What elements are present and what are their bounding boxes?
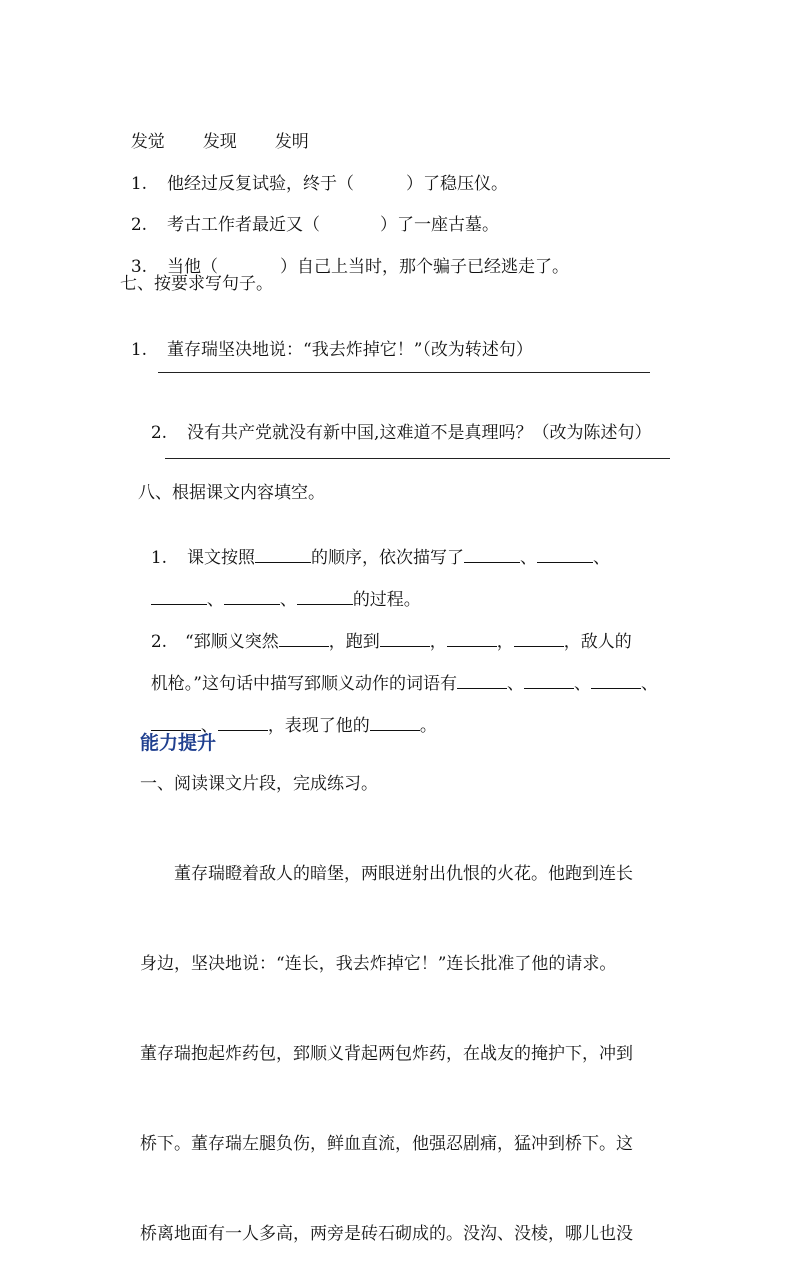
fill-item-8-2-line1 (140, 606, 632, 654)
answer-blank[interactable] (464, 546, 520, 563)
item-number: 1. (130, 174, 148, 194)
item-number: 2. (130, 215, 148, 235)
text: ，敌人的 (563, 632, 632, 652)
passage-line (140, 952, 633, 994)
item-text: 没有共产党就没有新中国,这难道不是真理吗？（改为陈述句） (187, 423, 652, 443)
text: ， (429, 632, 447, 652)
passage-line (140, 1222, 633, 1264)
fill-item-8-1-line2 (140, 564, 421, 612)
answer-blank[interactable] (537, 546, 593, 563)
text: ， (496, 632, 514, 652)
reading-passage (140, 814, 633, 1288)
text: 、 (641, 674, 659, 694)
answer-blank[interactable] (255, 546, 311, 563)
answer-line[interactable] (165, 458, 670, 459)
item-text-before: 当他（ (167, 257, 219, 277)
word-bank-item: 发明 (274, 132, 309, 152)
text: “郅顺义突然 (185, 632, 279, 652)
text: 、 (206, 590, 224, 610)
item-text-before: 考古工作者最近又（ (167, 215, 321, 235)
text: 课文按照 (187, 548, 256, 568)
item-text-after: ）了稳压仪。 (406, 174, 509, 194)
answer-blank[interactable] (370, 714, 420, 731)
answer-blank[interactable] (591, 672, 641, 689)
answer-line[interactable] (158, 372, 650, 373)
answer-blank[interactable] (524, 672, 574, 689)
answer-blank[interactable] (224, 588, 280, 605)
passage-line-text: 董存瑞抱起炸药包，郅顺义背起两包炸药，在战友的掩护下，冲到 (140, 1044, 633, 1064)
passage-line (140, 1042, 633, 1084)
rewrite-item-1 (120, 314, 533, 362)
section-7-title: 七、按要求写句子。 (120, 274, 273, 294)
item-text-after: ）了一座古墓。 (380, 215, 500, 235)
answer-blank[interactable] (514, 630, 564, 647)
item-text: 董存瑞坚决地说：“我去炸掉它！”（改为转述句） (167, 340, 533, 360)
passage-line-text: 桥下。董存瑞左腿负伤，鲜血直流，他强忍剧痛，猛冲到桥下。这 (140, 1134, 633, 1154)
item-number: 2. (150, 632, 168, 652)
text: 、 (507, 674, 525, 694)
text: 的过程。 (352, 590, 421, 610)
text: ，跑到 (328, 632, 380, 652)
item-text-after: ）自己上当时，那个骗子已经逃走了。 (280, 257, 570, 277)
text: 的顺序，依次描写了 (311, 548, 465, 568)
text: 、 (200, 716, 218, 736)
answer-blank[interactable] (279, 630, 329, 647)
passage-line (140, 1132, 633, 1174)
answer-blank[interactable] (151, 714, 201, 731)
fill-item-2 (120, 189, 499, 237)
text: 。 (419, 716, 437, 736)
item-text-before: 他经过反复试验，终于（ (167, 174, 355, 194)
text: 、 (520, 548, 538, 568)
word-bank (120, 106, 309, 154)
passage-line-text: 董存瑞瞪着敌人的暗堡，两眼迸射出仇恨的火花。他跑到连长 (174, 864, 633, 884)
passage-line (140, 862, 633, 904)
word-bank-item: 发现 (202, 132, 237, 152)
answer-blank[interactable] (457, 672, 507, 689)
text: 、 (574, 674, 592, 694)
item-number: 1. (150, 548, 168, 568)
text: ，表现了他的 (267, 716, 370, 736)
answer-blank[interactable] (218, 714, 268, 731)
answer-blank[interactable] (151, 588, 207, 605)
reading-title: 一、阅读课文片段，完成练习。 (140, 774, 378, 794)
fill-item-8-2-line2 (140, 648, 658, 696)
answer-blank[interactable] (380, 630, 430, 647)
section-8-title: 八、根据课文内容填空。 (138, 483, 325, 503)
answer-blank[interactable] (447, 630, 497, 647)
text: 、 (279, 590, 297, 610)
text: 、 (593, 548, 611, 568)
word-bank-item: 发觉 (130, 132, 165, 152)
answer-blank[interactable] (297, 588, 353, 605)
rewrite-item-2 (140, 397, 651, 445)
item-number: 2. (150, 423, 168, 443)
fill-item-8-1-line1 (140, 522, 610, 570)
ability-heading: 能力提升 (140, 732, 217, 754)
text: 机枪。”这句话中描写郅顺义动作的词语有 (150, 674, 458, 694)
item-number: 1. (130, 340, 148, 360)
passage-line-text: 身边，坚决地说：“连长，我去炸掉它！”连长批准了他的请求。 (140, 954, 617, 974)
item-number: 3. (130, 257, 148, 277)
passage-line-text: 桥离地面有一人多高，两旁是砖石砌成的。没沟、没棱，哪儿也没 (140, 1224, 633, 1244)
